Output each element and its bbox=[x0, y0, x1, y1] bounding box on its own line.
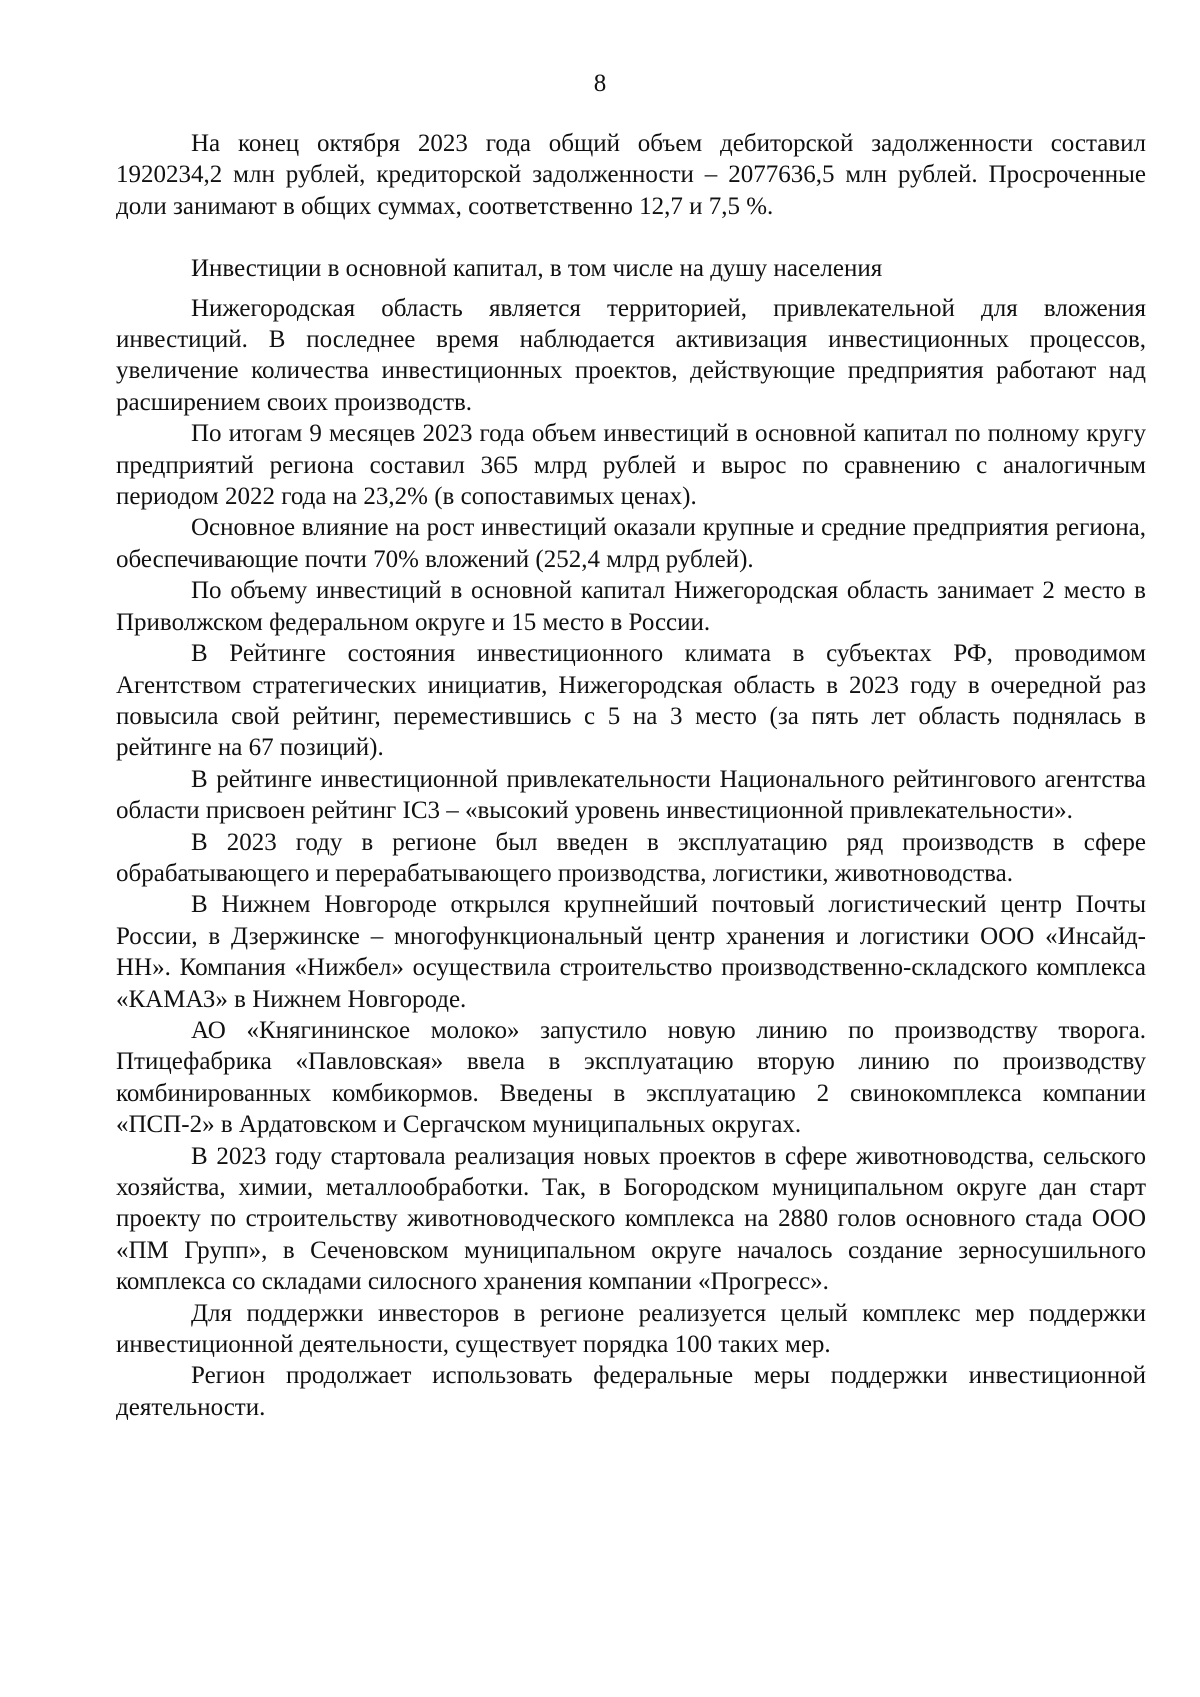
paragraph-agency-rating: В рейтинге инвестиционной привлекательности Национального рейтингового агентства области присвоен рейтинг IC3 – «высокий уровень инвестиционной привлекательности». bbox=[116, 765, 1146, 825]
paragraph-logistics-centers: В Нижнем Новгороде открылся крупнейший почтовый логистический центр Почты России, в Дзержинске – многофункциональный центр хранения и логистики ООО «Инсайд-НН». Компания «Нижбел» осуществила строительство производственно-складского комплекса «КАМАЗ» в Нижнем Новгороде. bbox=[116, 891, 1146, 1013]
paragraph-federal-measures: Регион продолжает использовать федеральные меры поддержки инвестиционной деятельности. bbox=[116, 1362, 1146, 1421]
paragraph-main-influence: Основное влияние на рост инвестиций оказали крупные и средние предприятия региона, обеспечивающие почти 70% вложений (252,4 млрд рублей). bbox=[116, 514, 1146, 573]
paragraph-climate-rating: В Рейтинге состояния инвестиционного климата в субъектах РФ, проводимом Агентством стратегических инициатив, Нижегородская область в 2023 году в очередной раз повысила свой рейтинг, переместившись с 5 на 3 место (за пять лет область поднялась в рейтинге на 67 позиций). bbox=[116, 640, 1146, 762]
paragraph-investment-volume: По итогам 9 месяцев 2023 года объем инвестиций в основной капитал по полному кругу предприятий региона составил 365 млрд рублей и вырос по сравнению с аналогичным периодом 2022 года на 23,2% (в сопоставимых ценах). bbox=[116, 420, 1146, 511]
section-heading: Инвестиции в основной капитал, в том числе на душу населения bbox=[191, 255, 883, 283]
document-body bbox=[116, 128, 1146, 1423]
paragraph-new-production: В 2023 году в регионе был введен в эксплуатацию ряд производств в сфере обрабатывающего и перерабатывающего производства, логистики, животноводства. bbox=[116, 828, 1146, 887]
page-number: 8 bbox=[593, 70, 607, 97]
paragraph-new-projects: В 2023 году стартовала реализация новых проектов в сфере животноводства, сельского хозяйства, химии, металлообработки. Так, в Богородском муниципальном округе дан старт проекту по строительству животноводческого комплекса на 2880 голов основного стада ООО «ПМ Групп», в Сеченовском муниципальном округе началось создание зерносушильного комплекса со складами силосного хранения компании «Прогресс». bbox=[116, 1142, 1146, 1296]
paragraph-ranking-place: По объему инвестиций в основной капитал Нижегородская область занимает 2 место в Приволжском федеральном округе и 15 место в России. bbox=[116, 577, 1146, 636]
paragraph-attractiveness: Нижегородская область является территорией, привлекательной для вложения инвестиций. В последнее время наблюдается активизация инвестиционных процессов, увеличение количества инвестиционных проектов, действующие предприятия работают над расширением своих производств. bbox=[116, 294, 1146, 416]
paragraph-agro-lines: АО «Княгининское молоко» запустило новую линию по производству творога. Птицефабрика «Павловская» ввела в эксплуатацию вторую линию по производству комбинированных комбикормов. Введены в эксплуатацию 2 свинокомплекса компании «ПСП-2» в Ардатовском и Сергачском муниципальных округах. bbox=[116, 1016, 1146, 1139]
paragraph-support-measures: Для поддержки инвесторов в регионе реализуется целый комплекс мер поддержки инвестиционной деятельности, существует порядка 100 таких мер. bbox=[116, 1299, 1146, 1359]
paragraph-receivables: На конец октября 2023 года общий объем дебиторской задолженности составил 1920234,2 млн рублей, кредиторской задолженности – 2077636,5 млн рублей. Просроченные доли занимают в общих суммах, соответственно 12,7 и 7,5 %. bbox=[116, 130, 1146, 220]
